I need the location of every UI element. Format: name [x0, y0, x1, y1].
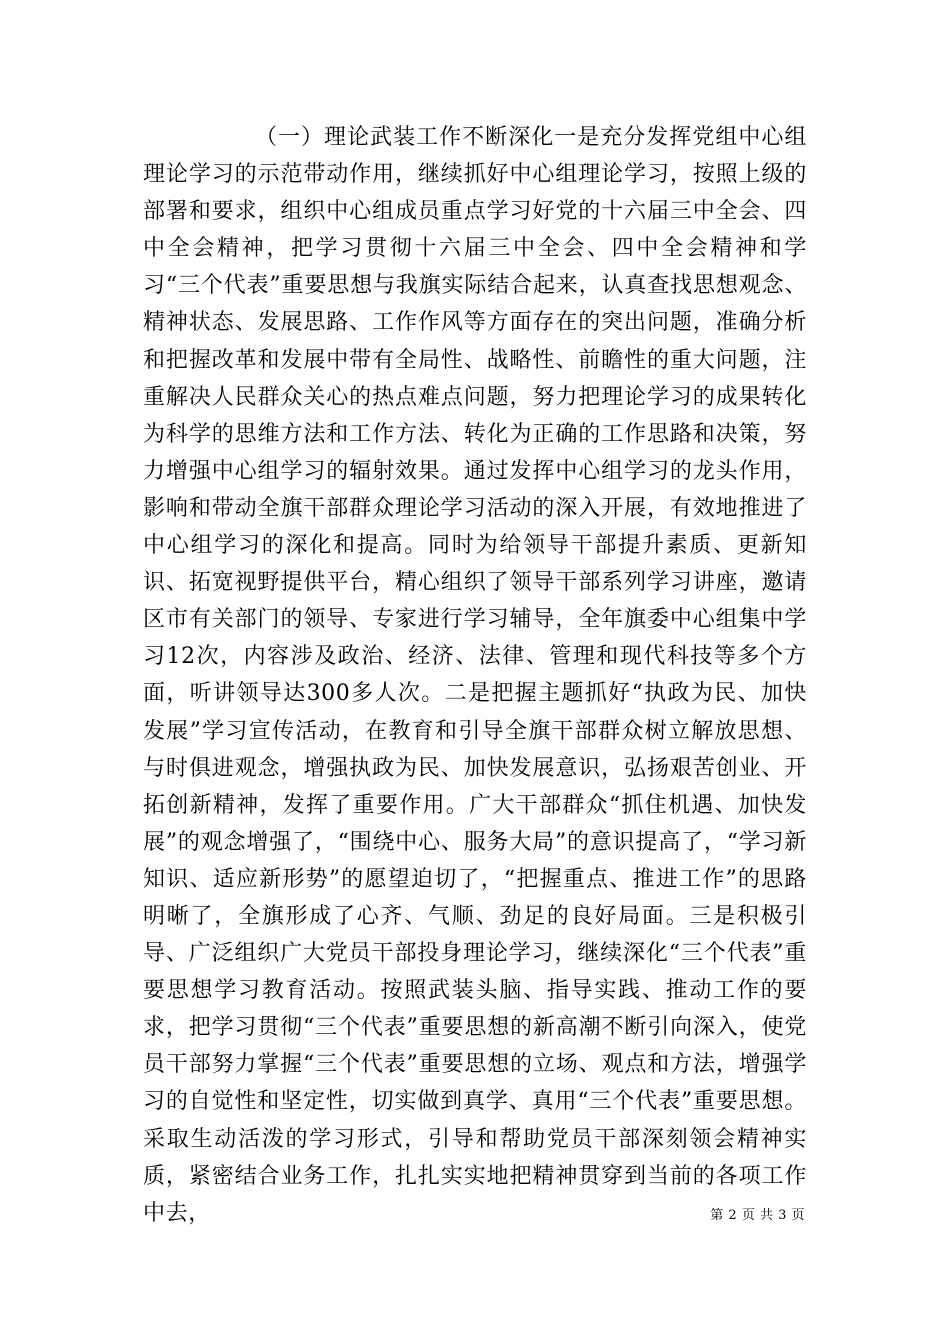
page-number-footer: 第 2 页 共 3 页 [710, 1208, 805, 1223]
body-paragraph: （一）理论武装工作不断深化一是充分发挥党组中心组理论学习的示范带动作用，继续抓好中心组理论学习，按照上级的部署和要求，组织中心组成员重点学习好党的十六届三中全会、四中全会精神，把学习贯彻十六届三中全会、四中全会精神和学习“三个代表”重要思想与我旗实际结合起来，认真查找思想观念、精神状态、发展思路、工作作风等方面存在的突出问题，准确分析和把握改革和发展中带有全局性、战略性、前瞻性的重大问题，注重解决人民群众关心的热点难点问题，努力把理论学习的成果转化为科学的思维方法和工作方法、转化为正确的工作思路和决策，努力增强中心组学习的辐射效果。通过发挥中心组学习的龙头作用，影响和带动全旗干部群众理论学习活动的深入开展，有效地推进了中心组学习的深化和提高。同时为给领导干部提升素质、更新知识、拓宽视野提供平台，精心组织了领导干部系列学习讲座，邀请区市有关部门的领导、专家进行学习辅导，全年旗委中心组集中学习12次，内容涉及政治、经济、法律、管理和现代科技等多个方面，听讲领导达300多人次。二是把握主题抓好“执政为民、加快发展”学习宣传活动，在教育和引导全旗干部群众树立解放思想、与时俱进观念，增强执政为民、加快发展意识，弘扬艰苦创业、开拓创新精神，发挥了重要作用。广大干部群众“抓住机遇、加快发展”的观念增强了，“围绕中心、服务大局”的意识提高了，“学习新知识、适应新形势”的愿望迫切了，“把握重点、推进工作”的思路明晰了，全旗形成了心齐、气顺、劲足的良好局面。三是积极引导、广泛组织广大党员干部投身理论学习，继续深化“三个代表”重要思想学习教育活动。按照武装头脑、指导实践、推动工作的要求，把学习贯彻“三个代表”重要思想的新高潮不断引向深入，使党员干部努力掌握“三个代表”重要思想的立场、观点和方法，增强学习的自觉性和坚定性，切实做到真学、真用“三个代表”重要思想。采取生动活泼的学习形式，引导和帮助党员干部深刻领会精神实质，紧密结合业务工作，扎扎实实地把精神贯穿到当前的各项工作中去， [143, 125, 807, 1226]
